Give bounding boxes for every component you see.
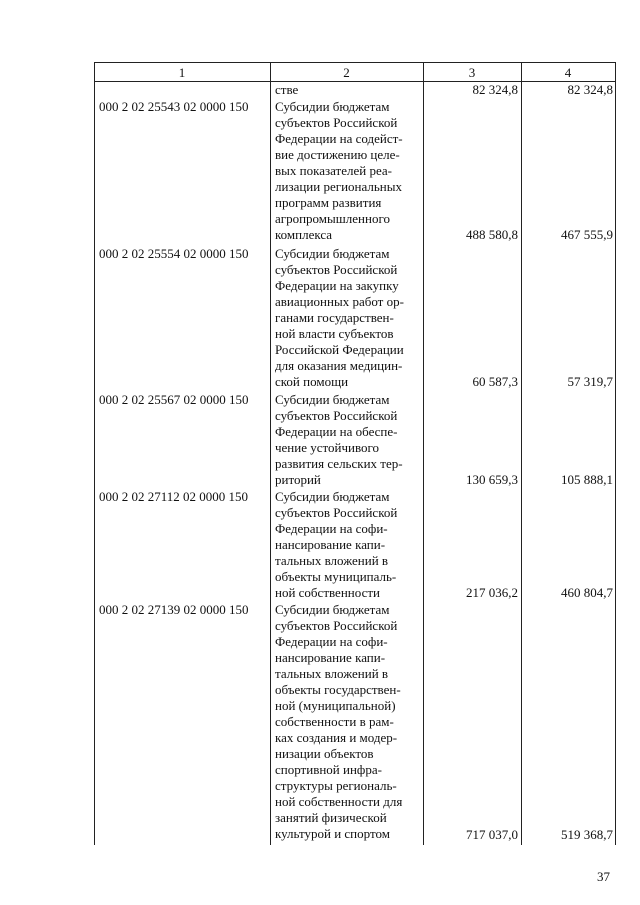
column-header-4: 4	[564, 65, 572, 80]
table-row-col3-value: 217 036,2	[466, 585, 518, 600]
column-header-3: 3	[468, 65, 476, 80]
table-row-code: 000 2 02 25543 02 0000 150	[99, 99, 249, 114]
table-row-col4-value: 519 368,7	[561, 827, 613, 842]
table-row-col3-value: 82 324,8	[472, 82, 518, 97]
table-row-col4-value: 105 888,1	[561, 472, 613, 487]
table-left-border	[94, 62, 95, 845]
column-divider-2-3	[423, 62, 424, 845]
page-number: 37	[597, 869, 610, 884]
table-row-col4-value: 460 804,7	[561, 585, 613, 600]
table-row-col3-value: 717 037,0	[466, 827, 518, 842]
table-row-col3-value: 488 580,8	[466, 227, 518, 242]
table-row-description: стве	[275, 82, 299, 97]
table-row-description: Субсидии бюджетам субъектов Российской Федерации на содейст- вие достижению целе- вых показателей реа- лизации региональных программ развития агропромышленного комплекса	[275, 99, 403, 242]
table-row-col4-value: 57 319,7	[567, 374, 613, 389]
table-row-description: Субсидии бюджетам субъектов Российской Федерации на обеспе- чение устойчивого развития сельских тер- риторий	[275, 392, 403, 487]
column-header-2: 2	[343, 65, 350, 80]
table-row-col4-value: 467 555,9	[561, 227, 613, 242]
table-row-col4-value: 82 324,8	[567, 82, 613, 97]
table-row-description: Субсидии бюджетам субъектов Российской Федерации на софи- нансирование капи- тальных вложений в объекты государствен- ной (муниципальной) собственности в рам- ках создания и модер- низации объектов спортивной инфра- структуры региональ- ной собственности для занятий физической культурой и спортом	[275, 602, 403, 841]
table-top-border	[94, 62, 615, 63]
table-row-code: 000 2 02 25554 02 0000 150	[99, 246, 249, 261]
table-row-description: Субсидии бюджетам субъектов Российской Федерации на софи- нансирование капи- тальных вложений в объекты муниципаль- ной собственности	[275, 489, 398, 600]
table-row-code: 000 2 02 25567 02 0000 150	[99, 392, 249, 407]
table-row-col3-value: 130 659,3	[466, 472, 518, 487]
table-row-code: 000 2 02 27139 02 0000 150	[99, 602, 249, 617]
table-row-code: 000 2 02 27112 02 0000 150	[99, 489, 249, 504]
column-divider-3-4	[521, 62, 522, 845]
table-row-description: Субсидии бюджетам субъектов Российской Федерации на закупку авиационных работ ор- ганами государствен- ной власти субъектов Российской Федерации для оказания медицин- ской помощи	[275, 246, 404, 389]
table-row-col3-value: 60 587,3	[472, 374, 518, 389]
column-divider-1-2	[270, 62, 271, 845]
table-right-border	[615, 62, 616, 845]
column-header-1: 1	[178, 65, 186, 80]
